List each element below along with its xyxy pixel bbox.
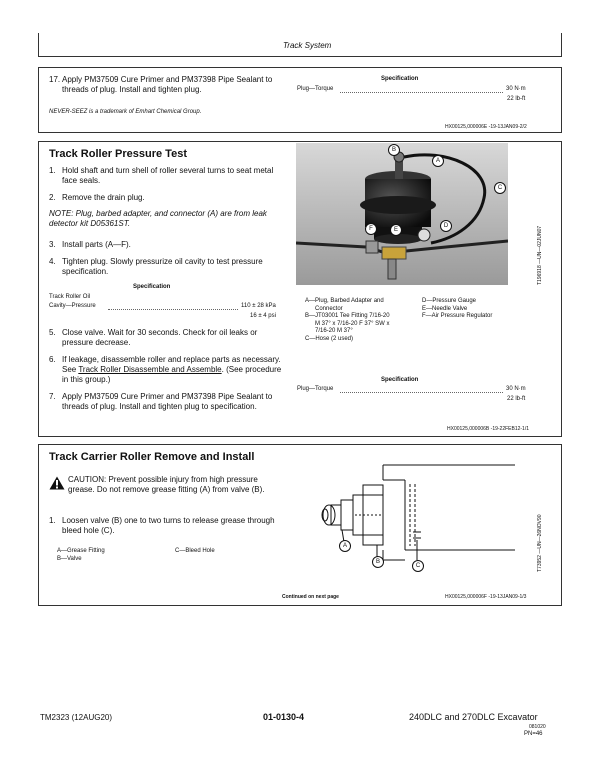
image-id: T196918 —UN—02JUN07: [537, 225, 543, 285]
pressure-test-illustration: [296, 143, 508, 285]
spec-value-2: 22 lb-ft: [507, 96, 526, 102]
spec-leader: [340, 392, 503, 393]
footer-page-number: PN=46: [524, 731, 543, 737]
image-id: T73952 —UN—26NOV90: [537, 514, 543, 572]
spec-value-2: 16 ± 4 psi: [250, 313, 276, 319]
callout-d: D: [440, 220, 452, 232]
callout-f: F: [365, 223, 377, 235]
section-title: Track System: [283, 41, 332, 50]
caution-icon: [49, 476, 65, 495]
footer-date: 081020: [529, 724, 546, 730]
reference-id: HX00125,000006B -19-22FEB12-1/1: [447, 426, 530, 432]
footer-doc-id: TM2323 (12AUG20): [40, 713, 113, 722]
footer-page-code: 01-0130-4: [263, 712, 305, 722]
callout-a: A: [432, 155, 444, 167]
spec-group: Track Roller Oil: [49, 294, 91, 300]
callout-b: B: [388, 144, 400, 156]
reference-id: HX00125,000006E -19-13JAN09-2/2: [445, 124, 527, 130]
callout-e: E: [390, 224, 402, 236]
legend-left: A—Grease Fitting B—Valve: [57, 548, 105, 562]
legend-right: C—Bleed Hole: [175, 548, 215, 554]
callout-b: B: [372, 556, 384, 568]
spec-value-1: 30 N·m: [506, 86, 526, 92]
note: NOTE: Plug, barbed adapter, and connector (A) are from leak detector kit D05361ST.: [49, 209, 267, 228]
spec-value-2: 22 lb-ft: [507, 396, 526, 402]
spec-heading: Specification: [133, 284, 171, 290]
section-heading: Track Roller Pressure Test: [49, 148, 187, 160]
spec-item: Plug—Torque: [297, 386, 334, 392]
spec-item: Plug—Torque: [297, 86, 334, 92]
spec-heading: Specification: [381, 76, 419, 82]
trademark-note: NEVER-SEEZ is a trademark of Emhart Chemical Group.: [49, 109, 202, 115]
callout-a: A: [339, 540, 351, 552]
legend-left: A—Plug, Barbed Adapter and Connector B—JT03001 Tee Fitting 7/16-20 M 37° x 7/16-20 F 37° SW x 7/16-20 M 37° C—Hose (2 used): [305, 298, 390, 342]
pressure-test-photo: [296, 143, 508, 285]
callout-c: C: [494, 182, 506, 194]
spec-leader: [108, 309, 238, 310]
callout-c: C: [412, 560, 424, 572]
spec-value-1: 30 N·m: [506, 386, 526, 392]
cross-reference-link[interactable]: Track Roller Disassemble and Assemble: [78, 365, 222, 374]
spec-item: Cavity—Pressure: [49, 303, 96, 309]
footer-model: 240DLC and 270DLC Excavator: [409, 712, 538, 722]
warning-triangle-icon: [49, 476, 65, 490]
legend-right: D—Pressure Gauge E—Needle Valve F—Air Pressure Regulator: [422, 298, 493, 319]
spec-heading: Specification: [381, 377, 419, 383]
section-heading: Track Carrier Roller Remove and Install: [49, 451, 255, 463]
reference-id: HX00125,000006F -19-13JAN09-1/3: [445, 594, 527, 600]
continued-label: Continued on next page: [282, 594, 339, 600]
caution-text: CAUTION: Prevent possible injury from high pressure grease. Do not remove grease fitting (A) from valve (B).: [68, 475, 265, 494]
spec-leader: [340, 92, 503, 93]
spec-value-1: 110 ± 28 kPa: [241, 303, 276, 309]
